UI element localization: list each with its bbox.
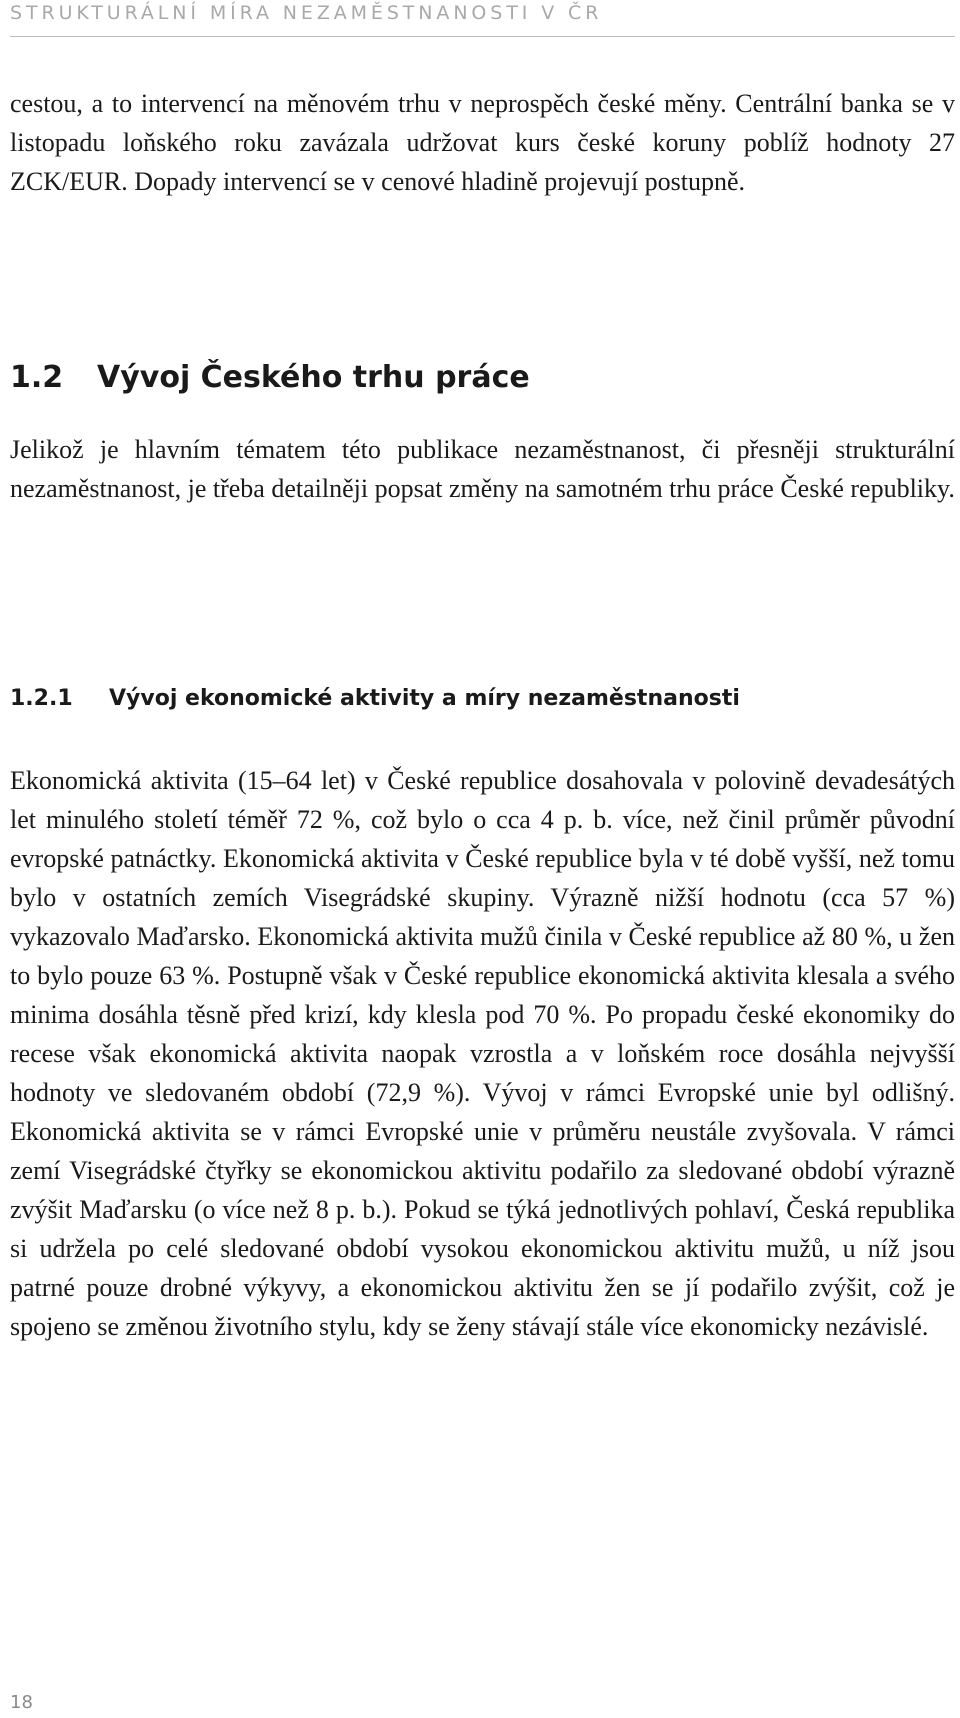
section-heading bbox=[10, 360, 955, 395]
paragraph-section-intro: Jelikož je hlavním tématem této publikace nezaměstnanost, či přesněji strukturální nezaměstnanost, je třeba detailněji popsat změny na samotném trhu práce České republiky. bbox=[10, 435, 955, 503]
paragraph-intro: cestou, a to intervencí na měnovém trhu v neprospěch české měny. Centrální banka se v listopadu loňského roku zavázala udržovat kurs české koruny poblíž hodnoty 27 ZCK/EUR. Dopady intervencí se v cenové hladině projevují postupně. bbox=[10, 89, 955, 196]
section-number: 1.2 bbox=[10, 360, 64, 395]
subsection-heading bbox=[10, 686, 955, 711]
section-title: Vývoj Českého trhu práce bbox=[97, 360, 530, 395]
page-number: 18 bbox=[10, 1692, 33, 1713]
paragraph-economic-activity: Ekonomická aktivita (15–64 let) v České republice dosahovala v polovině devadesátých let minulého století téměř 72 %, což bylo o cca 4 p. b. více, než činil průměr původní evropské patnáctky. Ekonomická aktivita v České republice byla v té době vyšší, než tomu bylo v ostatních zemích Visegrádské skupiny. Výrazně nižší hodnotu (cca 57 %) vykazovalo Maďarsko. Ekonomická aktivita mužů činila v České republice až 80 %, u žen to bylo pouze 63 %. Postupně však v České republice ekonomická aktivita klesala a svého minima dosáhla těsně před krizí, kdy klesla pod 70 %. Po propadu české ekonomiky do recese však ekonomická aktivita naopak vzrostla a v loňském roce dosáhla nejvyšší hodnoty ve sledovaném období (72,9 %). Vývoj v rámci Evropské unie byl odlišný. Ekonomická aktivita se v rámci Evropské unie v průměru neustále zvyšovala. V rámci zemí Visegrádské čtyřky se ekonomickou aktivitu podařilo za sledované období výrazně zvýšit Maďarsku (o více než 8 p. b.). Pokud se týká jednotlivých pohlaví, Česká republika si udržela po celé sledované období vysokou ekonomickou aktivitu mužů, u níž jsou patrné pouze drobné výkyvy, a ekonomickou aktivitu žen se jí podařilo zvýšit, což je spojeno se změnou životního stylu, kdy se ženy stávají stále více ekonomicky nezávislé. bbox=[10, 766, 955, 1341]
header-divider bbox=[10, 36, 955, 37]
subsection-number: 1.2.1 bbox=[10, 686, 73, 711]
subsection-title: Vývoj ekonomické aktivity a míry nezaměstnanosti bbox=[109, 686, 740, 711]
running-header: STRUKTURÁLNÍ MÍRA NEZAMĚSTNANOSTI V ČR bbox=[10, 2, 603, 24]
